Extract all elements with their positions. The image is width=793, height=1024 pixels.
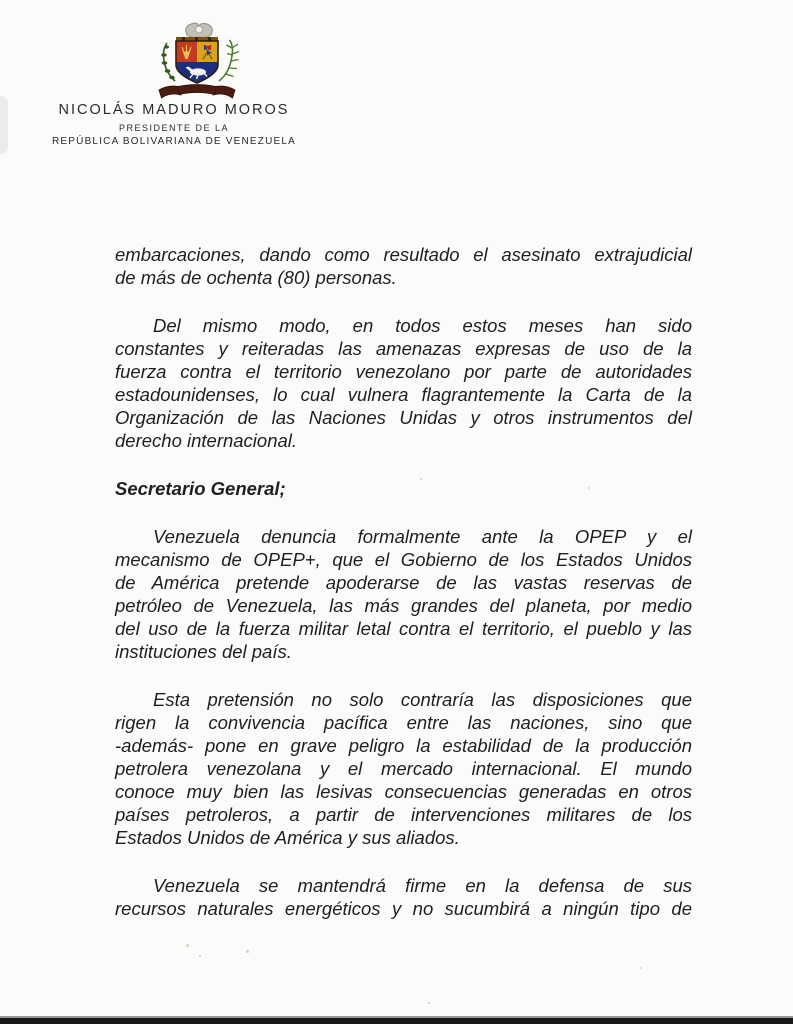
venezuela-coat-of-arms-icon xyxy=(154,20,240,100)
scan-speck xyxy=(186,944,189,947)
scan-speck xyxy=(246,950,249,953)
scan-smudge xyxy=(0,96,8,154)
scan-speck xyxy=(199,955,201,957)
paragraph xyxy=(115,525,692,663)
text-line: derecho internacional. xyxy=(115,430,298,451)
text-line: estadounidenses, lo cual vulnera flagrantemente la Carta de la xyxy=(115,384,692,405)
text-line: conoce muy bien las lesivas consecuencias generadas en otros xyxy=(115,781,692,802)
text-line: Venezuela se mantendrá firme en la defensa de sus xyxy=(153,875,692,896)
text-line: rigen la convivencia pacífica entre las naciones, sino que xyxy=(115,712,692,733)
paragraph xyxy=(115,688,692,849)
scan-speck xyxy=(588,487,590,489)
paragraph xyxy=(115,243,692,289)
text-line: Estados Unidos de América y sus aliados. xyxy=(115,827,460,848)
paragraph xyxy=(115,314,692,452)
section-heading xyxy=(115,477,692,500)
text-line: mecanismo de OPEP+, que el Gobierno de los Estados Unidos xyxy=(115,549,692,570)
text-line: Esta pretensión no solo contraría las disposiciones que xyxy=(153,689,692,710)
letterhead-name: NICOLÁS MADURO MOROS xyxy=(58,102,290,118)
text-line: países petroleros, a partir de intervenciones militares de los xyxy=(115,804,692,825)
text-line: Del mismo modo, en todos estos meses han sido xyxy=(153,315,692,336)
scan-speck xyxy=(420,478,422,480)
text-line: Venezuela denuncia formalmente ante la OPEP y el xyxy=(153,526,692,547)
letterhead-subtitle: REPÚBLICA BOLIVARIANA DE VENEZUELA xyxy=(51,136,297,147)
letterhead-title: PRESIDENTE DE LA xyxy=(118,123,230,133)
scan-speck xyxy=(640,967,642,969)
text-line: embarcaciones, dando como resultado el asesinato extrajudicial xyxy=(115,244,692,265)
text-line: recursos naturales energéticos y no sucumbirá a ningún tipo de xyxy=(115,898,692,919)
text-line: Secretario General; xyxy=(115,478,286,499)
text-line: de América pretende apoderarse de las vastas reservas de xyxy=(115,572,692,593)
letterhead-text-block xyxy=(38,102,310,147)
text-line: Organización de las Naciones Unidas y otros instrumentos del xyxy=(115,407,692,428)
document-body xyxy=(115,243,692,945)
scan-page-bottom-edge xyxy=(0,1016,793,1024)
text-line: petrolera venezolana y el mercado internacional. El mundo xyxy=(115,758,692,779)
text-line: del uso de la fuerza militar letal contra el territorio, el pueblo y las xyxy=(115,618,692,639)
text-line: de más de ochenta (80) personas. xyxy=(115,267,397,288)
text-line: -además- pone en grave peligro la estabilidad de la producción xyxy=(115,735,692,756)
text-line: constantes y reiteradas las amenazas expresas de uso de la xyxy=(115,338,692,359)
scan-speck xyxy=(428,1002,430,1004)
text-line: fuerza contra el territorio venezolano por parte de autoridades xyxy=(115,361,692,382)
text-line: petróleo de Venezuela, las más grandes del planeta, por medio xyxy=(115,595,692,616)
paragraph xyxy=(115,874,692,920)
text-line: instituciones del país. xyxy=(115,641,292,662)
